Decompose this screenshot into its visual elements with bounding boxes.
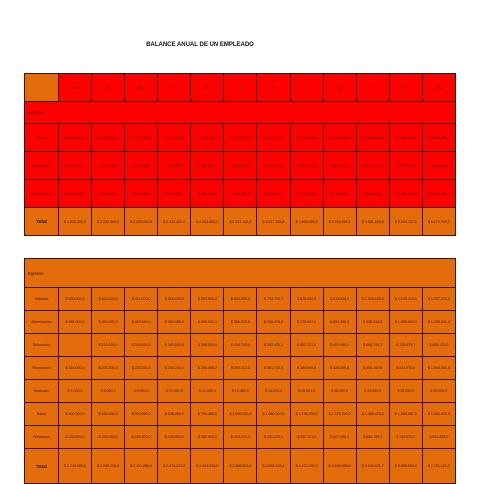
row-label[interactable]: Recreación [25, 357, 59, 380]
table-row [25, 426, 456, 449]
corner-cell[interactable] [25, 74, 59, 102]
value-cell[interactable]: $ 340.000,0 [158, 334, 191, 357]
value-cell[interactable]: $ 10.391,6 [158, 380, 191, 403]
value-cell[interactable]: $ 851.108,0 [323, 311, 356, 334]
value-cell[interactable]: $ 1.196.200,0 [290, 403, 323, 426]
value-cell[interactable]: $ 1.200.000,0 [422, 180, 455, 208]
value-cell[interactable]: $ 1.208.341,0 [422, 311, 455, 334]
value-cell[interactable]: $ 3.840.000,0 [356, 124, 389, 152]
value-cell[interactable]: $ 680.200,0 [224, 180, 257, 208]
value-cell[interactable]: $ 190.000,0 [125, 152, 158, 180]
value-cell[interactable]: $ 182.000,0 [59, 357, 92, 380]
value-cell[interactable]: $ 418.700,0 [224, 426, 257, 449]
value-cell[interactable]: $ 242.242,0 [158, 357, 191, 380]
total-cell[interactable]: $ 5.149.757,8 [389, 208, 422, 236]
value-cell[interactable]: $ 1.480.400,0 [92, 124, 125, 152]
total-cell[interactable]: $ 2.942.548,2 [191, 449, 224, 484]
value-cell[interactable]: $ 480.400,0 [92, 403, 125, 426]
value-cell[interactable]: $ 400.400,0 [92, 180, 125, 208]
value-cell[interactable]: $ 552.721,0 [290, 426, 323, 449]
value-cell[interactable]: $ 532.932,4 [191, 311, 224, 334]
section-label[interactable]: Ingresos [25, 102, 456, 124]
section-label[interactable]: Egresos [25, 259, 456, 288]
value-cell[interactable]: $ 1.800.000,0 [224, 124, 257, 152]
value-cell[interactable]: $ 316.000,0 [125, 334, 158, 357]
value-cell[interactable]: $ 1.378.700,0 [323, 403, 356, 426]
value-cell[interactable]: $ 801.200,0 [356, 152, 389, 180]
value-cell[interactable]: $ 708.478,8 [257, 311, 290, 334]
value-cell[interactable]: $ 440.000,0 [125, 180, 158, 208]
value-cell[interactable]: $ 3.870.000,0 [389, 124, 422, 152]
row-label[interactable]: Vivienda [25, 288, 59, 311]
table-row [25, 180, 456, 208]
value-cell[interactable]: $ 1.207.213,0 [422, 288, 455, 311]
month-header-jul[interactable]: Jul [257, 74, 290, 102]
total-cell[interactable]: $ 5.686.803,9 [389, 449, 422, 484]
value-cell[interactable]: $ 200.300,0 [92, 357, 125, 380]
ingresos-table [24, 73, 456, 236]
value-cell[interactable]: $ 773.617,0 [290, 311, 323, 334]
total-cell[interactable]: $ 2.931.128,2 [224, 208, 257, 236]
value-cell[interactable]: $ 600.000,0 [224, 288, 257, 311]
value-cell[interactable]: $ 601.200,0 [224, 152, 257, 180]
value-cell[interactable] [59, 334, 92, 357]
value-cell[interactable]: $ 284.000,0 [59, 180, 92, 208]
month-header-mar[interactable]: Mar [125, 74, 158, 102]
value-cell[interactable]: $ 266.466,2 [191, 357, 224, 380]
total-cell[interactable]: $ 1.749.600,0 [59, 449, 92, 484]
month-header-dic[interactable]: Dic [422, 74, 455, 102]
month-header-feb[interactable]: Feb [92, 74, 125, 102]
value-cell[interactable]: $ 351.735,4 [257, 357, 290, 380]
value-cell[interactable]: $ 183.600,0 [59, 426, 92, 449]
value-cell[interactable]: $ 615.199,0 [323, 180, 356, 208]
value-cell[interactable]: $ 735.679,7 [389, 334, 422, 357]
value-cell[interactable]: $ 773.617,0 [290, 180, 323, 208]
value-cell[interactable]: $ 584.700,0 [323, 152, 356, 180]
value-cell[interactable]: $ 1.389.963,0 [389, 311, 422, 334]
value-cell[interactable]: $ 1.000.000,0 [389, 180, 422, 208]
value-cell[interactable]: $ 1.570.000,0 [125, 124, 158, 152]
value-cell[interactable]: $ 425.599,8 [323, 357, 356, 380]
value-cell[interactable]: $ 1.800.300,0 [191, 124, 224, 152]
value-cell[interactable]: $ 307.000,0 [158, 152, 191, 180]
row-label[interactable]: Educación [25, 334, 59, 357]
value-cell[interactable]: $ 220.220,0 [125, 357, 158, 380]
value-cell[interactable]: $ 763.670,0 [257, 180, 290, 208]
value-cell[interactable]: $ 16.290,0 [323, 380, 356, 403]
total-cell[interactable]: $ 6.179.709,3 [422, 208, 455, 236]
total-cell[interactable]: $ 3.386.803,0 [224, 449, 257, 484]
value-cell[interactable]: $ 967.838,0 [422, 426, 455, 449]
total-cell[interactable]: $ 1.820.000,0 [59, 208, 92, 236]
total-cell[interactable]: $ 4.255.998,1 [323, 208, 356, 236]
value-cell[interactable]: $ 668.799,7 [356, 334, 389, 357]
value-cell[interactable]: $ 264.000,0 [59, 311, 92, 334]
value-cell[interactable]: $ 1.003.100,0 [356, 288, 389, 311]
value-cell[interactable]: $ 400.000,0 [92, 288, 125, 311]
value-cell[interactable]: $ 850.000,0 [422, 152, 455, 180]
total-cell[interactable]: $ 3.894.163,4 [257, 449, 290, 484]
value-cell[interactable]: $ 11.420,0 [191, 380, 224, 403]
value-cell[interactable]: $ 502.476,1 [257, 334, 290, 357]
row-label[interactable]: Bonificaciones [25, 180, 59, 208]
total-cell[interactable]: $ 2.202.000,0 [92, 208, 125, 236]
section-header-egresos [25, 259, 456, 288]
value-cell[interactable]: $ 500.000,0 [125, 403, 158, 426]
value-cell[interactable]: $ 735.679,7 [389, 426, 422, 449]
value-cell[interactable]: $ 607.999,1 [323, 334, 356, 357]
section-header-ingresos [25, 102, 456, 124]
total-cell[interactable]: $ 3.969.089,2 [290, 208, 323, 236]
value-cell[interactable]: $ 400.000,0 [158, 180, 191, 208]
total-cell[interactable]: $ 4.272.590,0 [290, 449, 323, 484]
row-label[interactable]: Préstamos [25, 426, 59, 449]
month-header-abr[interactable]: Abr [158, 74, 191, 102]
table-row [25, 334, 456, 357]
value-cell[interactable]: $ 386.300,0 [191, 152, 224, 180]
value-cell[interactable]: $ 809.179,0 [422, 334, 455, 357]
total-row [25, 449, 456, 484]
value-cell[interactable]: $ 593.000,0 [191, 288, 224, 311]
table-row [25, 357, 456, 380]
value-cell[interactable]: $ 300.000,0 [59, 288, 92, 311]
total-cell[interactable]: $ 4.681.598,0 [356, 208, 389, 236]
row-label[interactable]: Salario [25, 124, 59, 152]
total-cell[interactable]: $ 7.751.121,1 [422, 449, 455, 484]
table-row [25, 152, 456, 180]
value-cell[interactable]: $ 3.028.900,0 [323, 124, 356, 152]
total-cell[interactable]: $ 2.240.790,0 [92, 449, 125, 484]
row-label[interactable]: Alimentación [25, 311, 59, 334]
month-header-may[interactable]: May [191, 74, 224, 102]
value-cell[interactable]: $ 2.700.000,0 [290, 124, 323, 152]
value-cell[interactable]: $ 813.998,0 [323, 288, 356, 311]
value-cell[interactable]: $ 514.975,6 [389, 357, 422, 380]
month-header-sep[interactable]: Sep [323, 74, 356, 102]
value-cell[interactable]: $ 517.000,0 [290, 152, 323, 180]
table-row [25, 124, 456, 152]
value-cell[interactable]: $ 14.094,4 [257, 380, 290, 403]
value-cell[interactable]: $ 607.999,1 [323, 426, 356, 449]
value-cell[interactable]: $ 2.512.300,0 [257, 124, 290, 152]
value-cell[interactable]: $ 548.250,0 [158, 403, 191, 426]
value-cell[interactable]: $ 468.159,8 [356, 357, 389, 380]
value-cell[interactable]: $ 22.030,0 [389, 380, 422, 403]
month-header-jun[interactable]: Jun [224, 74, 257, 102]
value-cell[interactable]: $ 296.300,0 [92, 426, 125, 449]
value-cell[interactable]: $ 516.000,0 [158, 288, 191, 311]
value-cell[interactable]: $ 210.000,0 [92, 334, 125, 357]
month-header-ag[interactable]: Ag [290, 74, 323, 102]
total-cell[interactable]: $ 5.169.821,7 [356, 449, 389, 484]
value-cell[interactable]: $ 484.484,0 [158, 311, 191, 334]
value-cell[interactable]: $ 1.060.000,0 [257, 403, 290, 426]
value-cell[interactable]: $ 310.000,0 [125, 426, 158, 449]
total-cell[interactable]: $ 2.664.662,0 [191, 208, 224, 236]
value-cell[interactable]: $ 348.000,0 [158, 426, 191, 449]
value-cell[interactable]: $ 547.400,0 [389, 152, 422, 180]
value-cell[interactable]: $ 501.400,0 [257, 152, 290, 180]
table-row [25, 403, 456, 426]
value-cell[interactable]: $ 380.000,0 [191, 426, 224, 449]
total-cell[interactable]: $ 3.517.353,8 [257, 208, 290, 236]
row-label[interactable]: Vestuario [25, 380, 59, 403]
total-cell[interactable]: $ 4.699.838,0 [323, 449, 356, 484]
value-cell[interactable]: $ 793.716,7 [257, 288, 290, 311]
value-cell[interactable]: $ 1.730.000,0 [158, 124, 191, 152]
value-cell[interactable]: $ 552.721,0 [290, 334, 323, 357]
sheet-title: BALANCE ANUAL DE UN EMPLEADO [146, 42, 254, 48]
value-cell[interactable]: $ 1.500.000,0 [59, 124, 92, 152]
value-cell[interactable]: $ 1.000.000,0 [224, 403, 257, 426]
value-cell[interactable]: $ 790.380,0 [191, 403, 224, 426]
value-cell[interactable]: $ 1.100.310,0 [389, 288, 422, 311]
value-cell[interactable]: $ 1.044.401,0 [422, 357, 455, 380]
value-cell[interactable]: $ 1.844.687,0 [389, 403, 422, 426]
value-cell[interactable]: $ 9.430,0 [125, 380, 158, 403]
total-label[interactable]: Total [25, 449, 59, 484]
value-cell[interactable]: $ 30.404,0 [422, 380, 455, 403]
value-cell[interactable]: $ 1.486.470,0 [356, 403, 389, 426]
month-header-nov[interactable]: Nov [389, 74, 422, 102]
month-header-ene[interactable]: Ene [59, 74, 92, 102]
value-cell[interactable]: $ 936.316,0 [356, 311, 389, 334]
row-label[interactable]: Comisiones [25, 152, 59, 180]
value-cell[interactable]: $ 293.112,8 [224, 357, 257, 380]
value-cell[interactable]: $ 180.000,0 [59, 152, 92, 180]
value-cell[interactable]: $ 7.000,0 [59, 380, 92, 403]
month-header-oct[interactable]: Oct [356, 74, 389, 102]
value-cell[interactable]: $ 1.460.412,0 [422, 403, 455, 426]
table-row [25, 288, 456, 311]
value-cell[interactable]: $ 15.001,0 [290, 380, 323, 403]
table-row [25, 311, 456, 334]
value-cell[interactable]: $ 4.274.000,0 [422, 124, 455, 152]
value-cell[interactable]: $ 502.476,1 [257, 426, 290, 449]
table-row [25, 380, 456, 403]
total-cell[interactable]: $ 2.422.420,0 [158, 208, 191, 236]
value-cell[interactable]: $ 8.000,0 [92, 380, 125, 403]
value-cell[interactable]: $ 12.483,9 [224, 380, 257, 403]
value-cell[interactable]: $ 418.700,0 [224, 334, 257, 357]
value-cell[interactable]: $ 400.000,0 [59, 403, 92, 426]
value-cell[interactable]: $ 668.799,7 [356, 426, 389, 449]
value-cell[interactable]: $ 371.600,0 [92, 152, 125, 180]
value-cell[interactable]: $ 586.225,6 [224, 311, 257, 334]
value-cell[interactable]: $ 680.000,0 [191, 180, 224, 208]
total-cell[interactable]: $ 2.202.200,0 [125, 208, 158, 236]
egresos-table [24, 258, 456, 484]
value-cell[interactable]: $ 820.000,0 [290, 288, 323, 311]
total-cell[interactable]: $ 2.675.043,8 [158, 449, 191, 484]
value-cell[interactable]: $ 400.400,0 [92, 311, 125, 334]
value-cell[interactable]: $ 386.909,0 [290, 357, 323, 380]
total-cell[interactable]: $ 2.431.898,0 [125, 449, 158, 484]
value-cell[interactable]: $ 508.010,0 [356, 180, 389, 208]
total-row [25, 208, 456, 236]
month-header-row [25, 74, 456, 102]
value-cell[interactable]: $ 440.440,0 [125, 311, 158, 334]
total-label[interactable]: Total [25, 208, 59, 236]
value-cell[interactable]: $ 411.000,0 [125, 288, 158, 311]
value-cell[interactable]: $ 380.000,0 [191, 334, 224, 357]
row-label[interactable]: Salud [25, 403, 59, 426]
value-cell[interactable]: $ 20.094,0 [356, 380, 389, 403]
